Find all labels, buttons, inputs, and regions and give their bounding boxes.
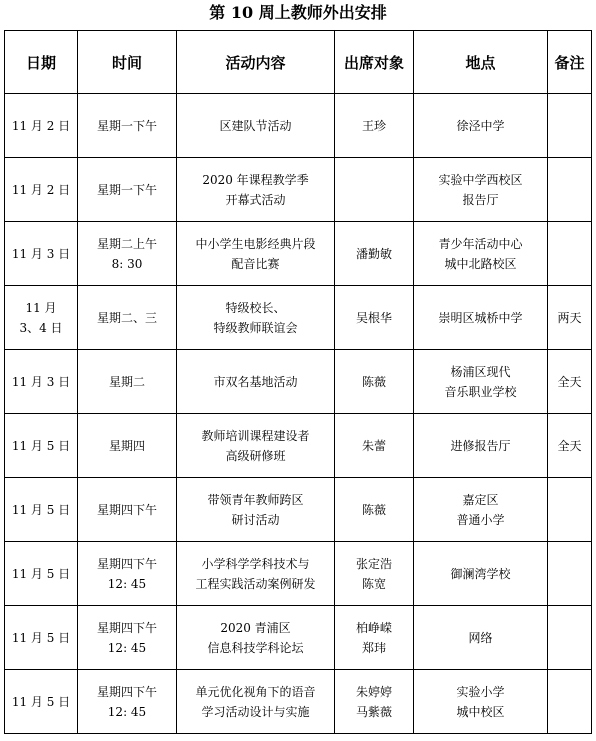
location-cell <box>414 222 548 286</box>
activity-text: 工程实践活动案例研发 <box>195 576 316 591</box>
attendee-cell <box>335 542 414 606</box>
location-text: 崇明区城桥中学 <box>438 310 523 325</box>
attendee-cell <box>335 606 414 670</box>
activity-text: 中小学生电影经典片段 <box>195 236 316 251</box>
activity-text: 研讨活动 <box>231 512 280 527</box>
date-text: 11 月 5 日 <box>11 438 71 453</box>
column-header-location: 地点 <box>414 31 548 94</box>
time-cell <box>78 542 177 606</box>
location-text: 嘉定区 <box>462 492 499 507</box>
activity-cell <box>177 286 335 350</box>
attendee-cell <box>335 222 414 286</box>
note-text: 全天 <box>557 438 582 453</box>
attendee-cell <box>335 478 414 542</box>
table-header-row <box>5 31 592 94</box>
time-cell <box>78 94 177 158</box>
location-cell <box>414 286 548 350</box>
column-header-activity: 活动内容 <box>177 31 335 94</box>
time-cell <box>78 286 177 350</box>
date-cell <box>5 286 78 350</box>
location-cell <box>414 478 548 542</box>
activity-text: 教师培训课程建设者 <box>201 428 310 443</box>
attendee-cell <box>335 414 414 478</box>
attendee-text: 陈宽 <box>361 576 386 591</box>
time-text: 星期四 <box>108 438 145 453</box>
time-text: 12: 45 <box>107 640 147 655</box>
location-text: 城中北路校区 <box>444 256 517 271</box>
location-text: 徐泾中学 <box>456 118 505 133</box>
table-row <box>5 222 592 286</box>
note-cell <box>548 414 592 478</box>
date-cell <box>5 222 78 286</box>
attendee-text: 潘勤敏 <box>355 246 392 261</box>
table-row <box>5 670 592 734</box>
table-row <box>5 542 592 606</box>
location-text: 音乐职业学校 <box>444 384 517 399</box>
column-header-attendee: 出席对象 <box>335 31 414 94</box>
date-text: 11 月 5 日 <box>11 694 71 709</box>
attendee-text: 马紫薇 <box>355 704 392 719</box>
attendee-text: 陈薇 <box>361 374 386 389</box>
time-cell <box>78 222 177 286</box>
date-cell <box>5 670 78 734</box>
time-text: 星期四下午 <box>96 620 157 635</box>
location-cell <box>414 350 548 414</box>
note-cell <box>548 542 592 606</box>
activity-text: 小学科学学科技术与 <box>201 556 310 571</box>
attendee-text: 陈薇 <box>361 502 386 517</box>
date-cell <box>5 478 78 542</box>
column-header-date: 日期 <box>5 31 78 94</box>
activity-cell <box>177 670 335 734</box>
activity-cell <box>177 606 335 670</box>
time-text: 12: 45 <box>107 704 147 719</box>
activity-text: 带领青年教师跨区 <box>207 492 304 507</box>
location-cell <box>414 542 548 606</box>
activity-text: 单元优化视角下的语音 <box>195 684 316 699</box>
time-text: 星期二 <box>108 374 145 389</box>
location-cell <box>414 670 548 734</box>
attendee-text: 柏峥嵘 <box>355 620 392 635</box>
date-text: 11 月 5 日 <box>11 502 71 517</box>
date-cell <box>5 414 78 478</box>
table-row <box>5 94 592 158</box>
time-text: 星期二、三 <box>96 310 157 325</box>
time-text: 星期二上午 <box>96 236 157 251</box>
activity-cell <box>177 542 335 606</box>
table-row <box>5 478 592 542</box>
attendee-text: 张定浩 <box>355 556 392 571</box>
date-cell <box>5 542 78 606</box>
note-text: 全天 <box>557 374 582 389</box>
activity-text: 区建队节活动 <box>219 118 292 133</box>
note-cell <box>548 606 592 670</box>
date-text: 11 月 3 日 <box>11 246 71 261</box>
note-cell <box>548 94 592 158</box>
location-cell <box>414 94 548 158</box>
date-text: 3、4 日 <box>19 320 63 335</box>
date-cell <box>5 350 78 414</box>
date-cell <box>5 606 78 670</box>
date-cell <box>5 94 78 158</box>
table-row <box>5 158 592 222</box>
date-cell <box>5 158 78 222</box>
time-text: 星期四下午 <box>96 684 157 699</box>
attendee-cell <box>335 350 414 414</box>
activity-text: 学习活动设计与实施 <box>201 704 310 719</box>
location-cell <box>414 414 548 478</box>
note-cell <box>548 350 592 414</box>
time-cell <box>78 158 177 222</box>
activity-text: 2020 青浦区 <box>220 620 291 635</box>
location-text: 报告厅 <box>462 192 499 207</box>
attendee-text: 王珍 <box>361 118 386 133</box>
location-text: 普通小学 <box>456 512 505 527</box>
date-text: 11 月 2 日 <box>11 118 71 133</box>
note-cell <box>548 222 592 286</box>
note-cell <box>548 478 592 542</box>
time-text: 星期四下午 <box>96 556 157 571</box>
time-text: 星期四下午 <box>96 502 157 517</box>
attendee-text: 郑玮 <box>361 640 386 655</box>
note-cell <box>548 670 592 734</box>
schedule-table <box>4 30 592 734</box>
time-text: 12: 45 <box>107 576 147 591</box>
attendee-cell <box>335 158 414 222</box>
activity-text: 配音比赛 <box>231 256 280 271</box>
attendee-text: 朱婷婷 <box>355 684 392 699</box>
attendee-cell <box>335 94 414 158</box>
activity-text: 开幕式活动 <box>225 192 286 207</box>
time-cell <box>78 350 177 414</box>
table-row <box>5 414 592 478</box>
column-header-note: 备注 <box>548 31 592 94</box>
activity-cell <box>177 94 335 158</box>
date-text: 11 月 5 日 <box>11 630 71 645</box>
activity-cell <box>177 414 335 478</box>
attendee-cell <box>335 670 414 734</box>
date-text: 11 月 2 日 <box>11 182 71 197</box>
time-cell <box>78 670 177 734</box>
time-cell <box>78 606 177 670</box>
activity-cell <box>177 350 335 414</box>
attendee-text: 吴根华 <box>355 310 392 325</box>
location-cell <box>414 606 548 670</box>
location-text: 城中校区 <box>456 704 505 719</box>
time-cell <box>78 478 177 542</box>
note-text: 两天 <box>557 310 582 325</box>
activity-text: 2020 年课程教学季 <box>202 172 309 187</box>
column-header-time: 时间 <box>78 31 177 94</box>
time-text: 星期一下午 <box>96 182 157 197</box>
location-cell <box>414 158 548 222</box>
date-text: 11 月 5 日 <box>11 566 71 581</box>
attendee-text: 朱蕾 <box>361 438 386 453</box>
note-cell <box>548 158 592 222</box>
activity-cell <box>177 158 335 222</box>
date-text: 11 月 3 日 <box>11 374 71 389</box>
time-text: 星期一下午 <box>96 118 157 133</box>
location-text: 青少年活动中心 <box>438 236 523 251</box>
table-row <box>5 350 592 414</box>
location-text: 实验中学西校区 <box>438 172 523 187</box>
activity-text: 特级教师联谊会 <box>213 320 298 335</box>
attendee-cell <box>335 286 414 350</box>
activity-cell <box>177 478 335 542</box>
activity-text: 信息科技学科论坛 <box>207 640 304 655</box>
activity-text: 特级校长、 <box>225 300 286 315</box>
date-text: 11 月 <box>25 300 57 315</box>
location-text: 实验小学 <box>456 684 505 699</box>
time-cell <box>78 414 177 478</box>
activity-text: 高级研修班 <box>225 448 286 463</box>
activity-cell <box>177 222 335 286</box>
table-row <box>5 606 592 670</box>
location-text: 网络 <box>468 630 493 645</box>
time-text: 8: 30 <box>111 256 143 271</box>
location-text: 杨浦区现代 <box>450 364 511 379</box>
location-text: 御澜湾学校 <box>450 566 511 581</box>
page-title: 第 10 周上教师外出安排 <box>209 3 387 22</box>
activity-text: 市双名基地活动 <box>213 374 298 389</box>
note-cell <box>548 286 592 350</box>
location-text: 进修报告厅 <box>450 438 511 453</box>
table-row <box>5 286 592 350</box>
